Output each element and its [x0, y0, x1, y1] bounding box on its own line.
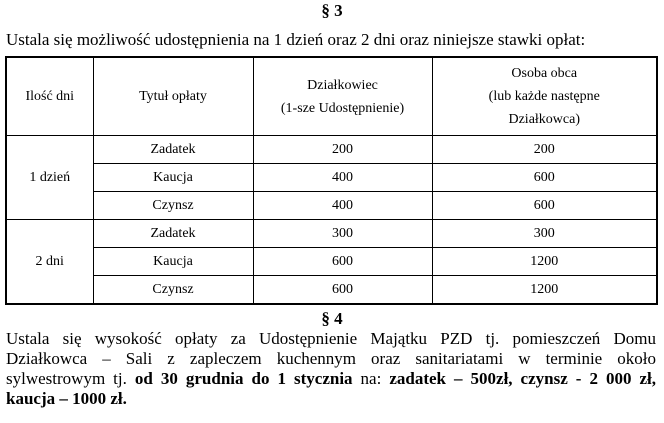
header-dzialkowiec-line1: Działkowiec [307, 77, 378, 93]
header-dzialkowiec [253, 57, 432, 136]
table-row [6, 136, 657, 164]
header-osoba-line1: Osoba obca [511, 66, 578, 81]
header-osoba-obca [432, 57, 657, 136]
fee-title-cell: Zadatek [93, 220, 253, 248]
osoba-value-cell: 600 [432, 164, 657, 192]
section-4-dates: od 30 grudnia do 1 stycznia [134, 369, 353, 388]
section-3-intro: Ustala się możliwość udostępnienia na 1 dzień oraz 2 dni oraz niniejsze stawki opłat: [6, 30, 586, 49]
table-header-row [6, 57, 657, 136]
header-tytul-oplaty: Tytuł opłaty [93, 57, 253, 136]
header-osoba-line3: Działkowca) [508, 112, 581, 127]
dzialkowiec-value-cell: 600 [253, 276, 432, 305]
table-row [6, 164, 657, 192]
header-osoba-line2: (lub każde następne [488, 89, 600, 104]
osoba-value-cell: 1200 [432, 248, 657, 276]
section-4-text: sylwestrowym tj. [6, 369, 135, 388]
section-4-line-4 [6, 389, 656, 409]
osoba-value-cell: 300 [432, 220, 657, 248]
table-row [6, 276, 657, 305]
section-4-fees: zadatek – 500zł, czynsz - 2 000 zł, [389, 369, 656, 388]
table-row [6, 248, 657, 276]
dzialkowiec-value-cell: 600 [253, 248, 432, 276]
osoba-value-cell: 200 [432, 136, 657, 164]
days-cell: 1 dzień [6, 136, 93, 220]
fee-title-cell: Czynsz [93, 192, 253, 220]
days-cell: 2 dni [6, 220, 93, 305]
osoba-value-cell: 1200 [432, 276, 657, 305]
section-4-paragraph [6, 329, 656, 409]
header-ilosc-dni: Ilość dni [6, 57, 93, 136]
osoba-value-cell: 600 [432, 192, 657, 220]
section-4-text-mid: na: [352, 369, 390, 388]
fee-title-cell: Kaucja [93, 248, 253, 276]
section-4-line-2: Działkowca – Sali z zapleczem kuchennym oraz sanitariatami w terminie około [6, 349, 656, 368]
rates-table [5, 56, 658, 305]
fee-title-cell: Czynsz [93, 276, 253, 305]
fee-title-cell: Kaucja [93, 164, 253, 192]
section-4-deposit: kaucja – 1000 zł. [6, 389, 127, 408]
section-4-line-3 [6, 369, 656, 389]
section-4-title: § 4 [321, 309, 343, 328]
section-4-line-1: Ustala się wysokość opłaty za Udostępnienie Majątku PZD tj. pomieszczeń Domu [6, 329, 656, 348]
dzialkowiec-value-cell: 400 [253, 192, 432, 220]
fee-title-cell: Zadatek [93, 136, 253, 164]
dzialkowiec-value-cell: 200 [253, 136, 432, 164]
dzialkowiec-value-cell: 300 [253, 220, 432, 248]
header-dzialkowiec-line2: (1-sze Udostępnienie) [280, 100, 405, 116]
table-row [6, 220, 657, 248]
section-3-title: § 3 [321, 1, 343, 20]
dzialkowiec-value-cell: 400 [253, 164, 432, 192]
table-row [6, 192, 657, 220]
